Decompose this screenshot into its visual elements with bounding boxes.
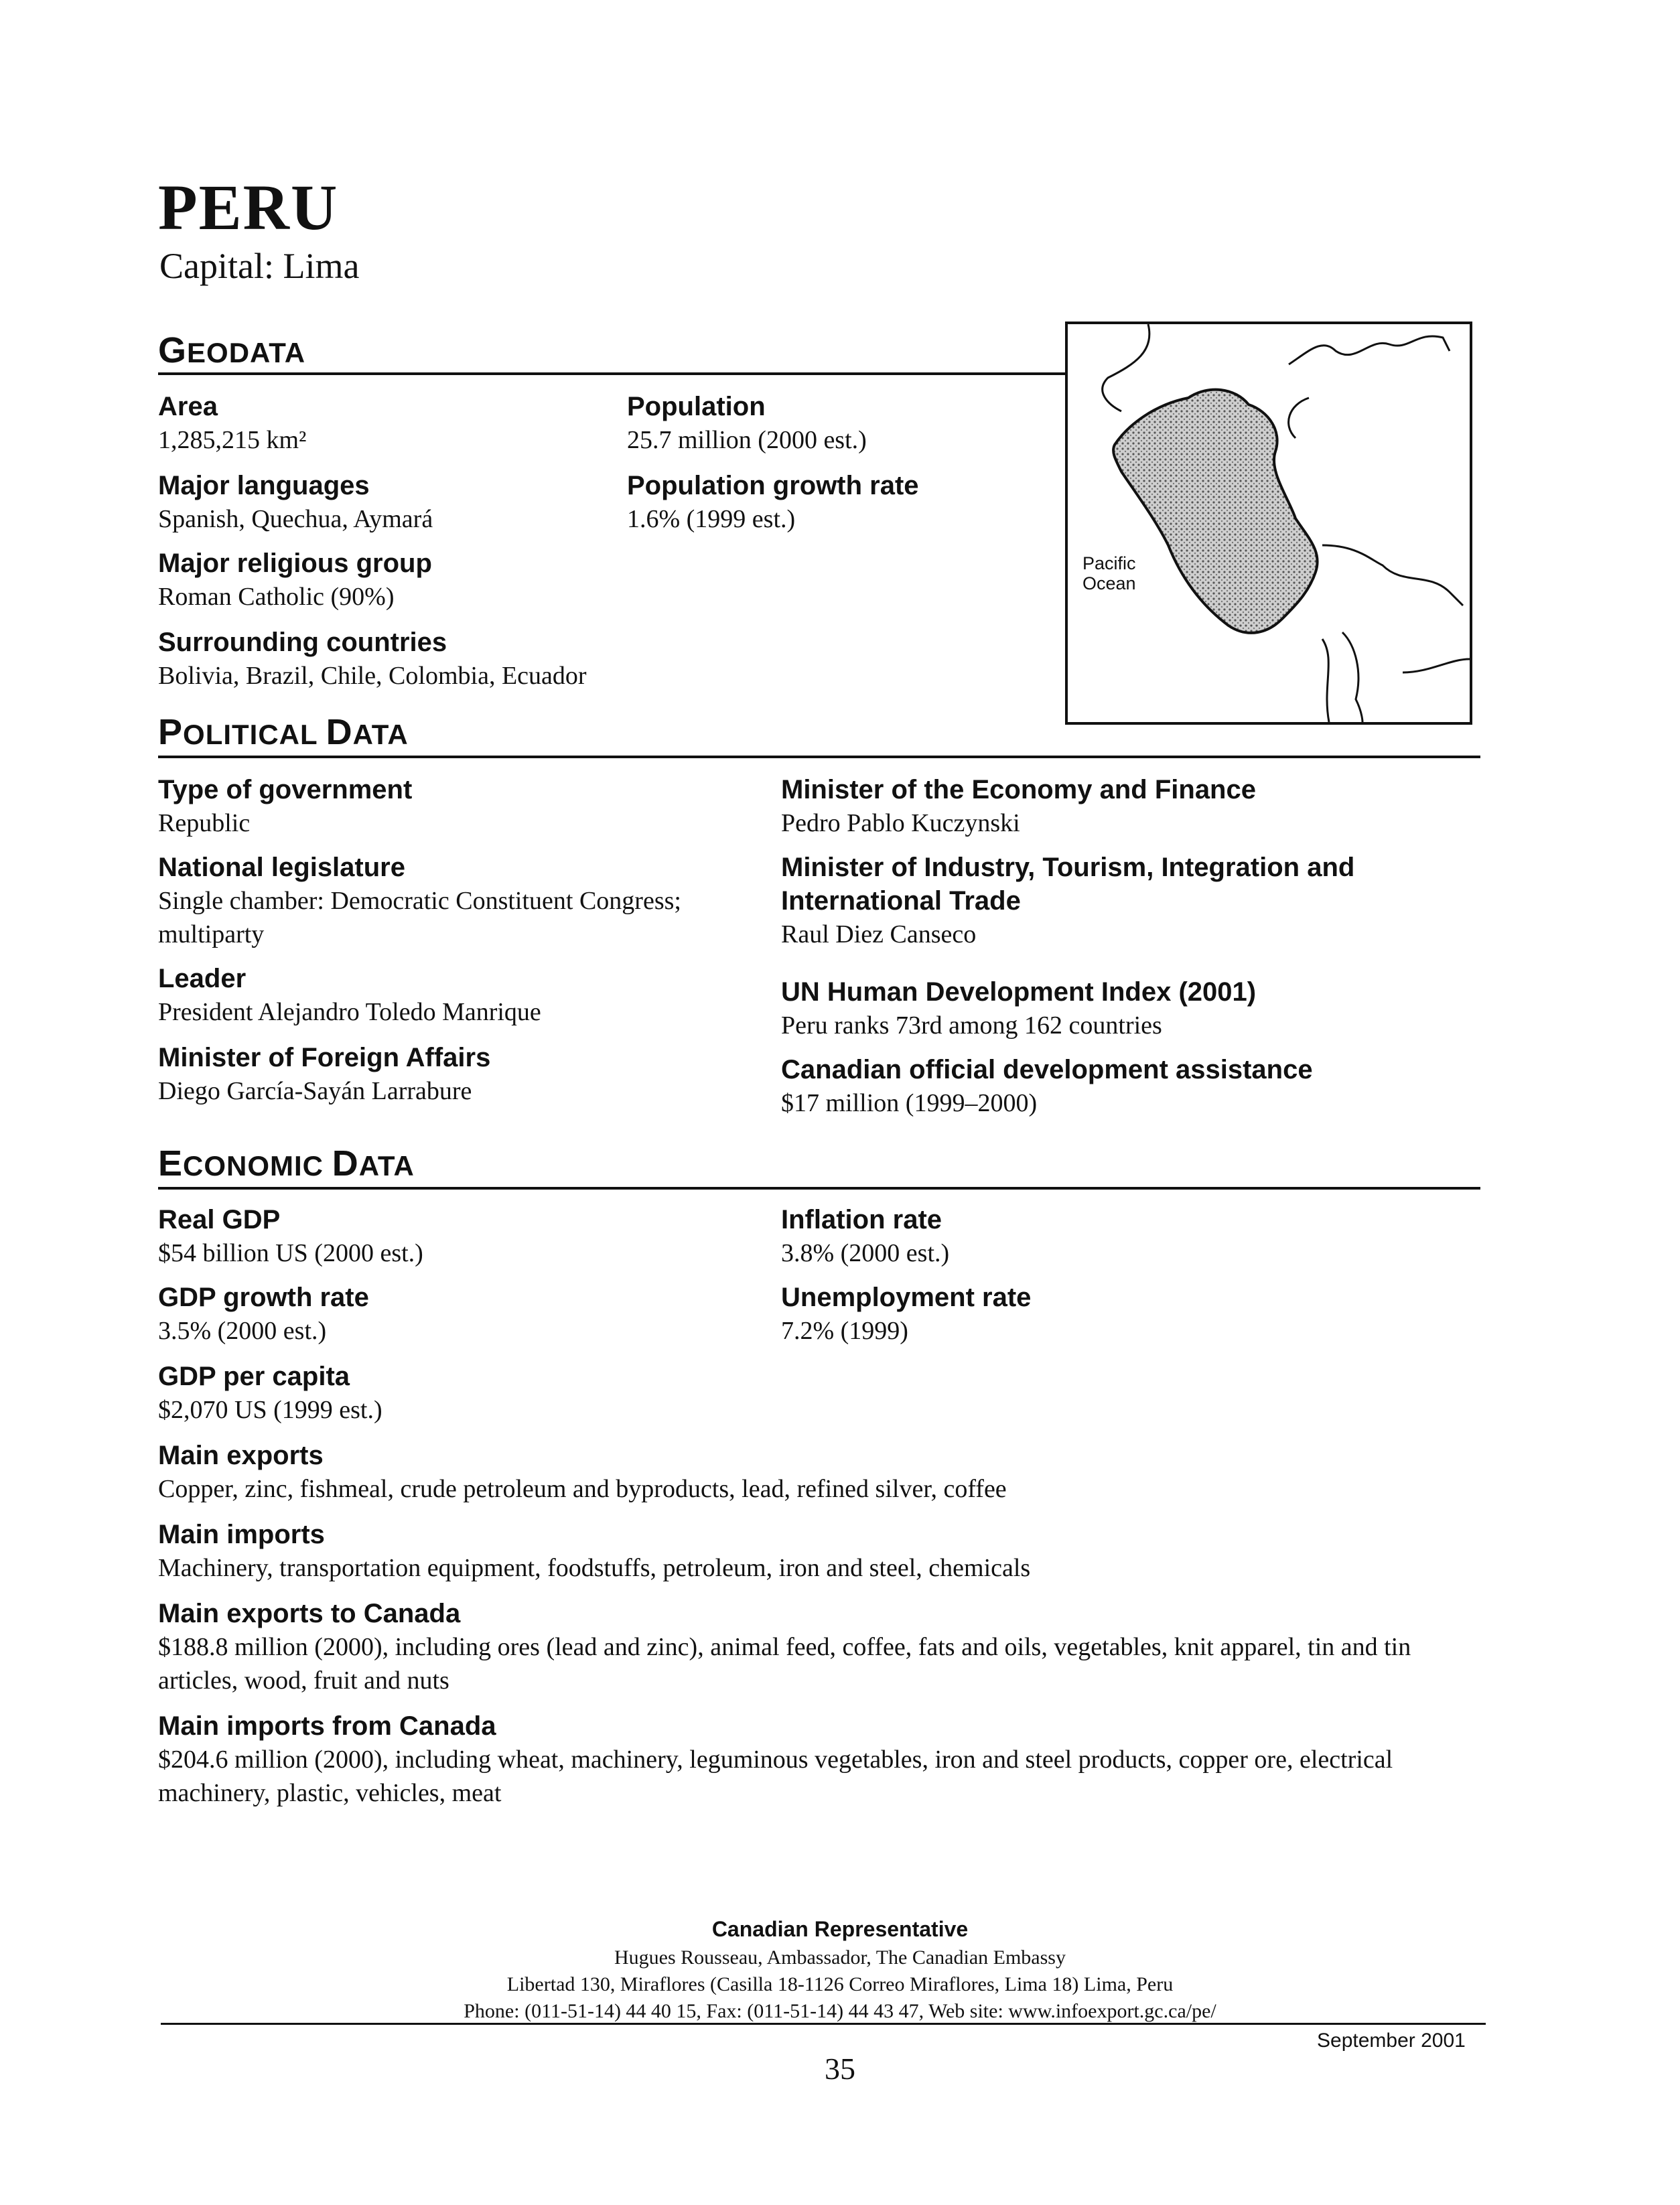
- growth-value: 1.6% (1999 est.): [627, 505, 796, 533]
- peru-shape: [1113, 390, 1318, 633]
- unemployment-label: Unemployment rate: [781, 1283, 1032, 1312]
- north-border: [1289, 336, 1450, 364]
- inflation-value: 3.8% (2000 est.): [781, 1239, 950, 1267]
- colombia-border: [1103, 324, 1149, 411]
- footer-line-2: Libertad 130, Miraflores (Casilla 18-1126 Correo Miraflores, Lima 18) Lima, Peru: [506, 1973, 1174, 1995]
- economy-minister-field: [781, 773, 1256, 840]
- religion-value: Roman Catholic (90%): [158, 583, 395, 611]
- chile-border: [1322, 639, 1329, 722]
- languages-label: Major languages: [158, 471, 370, 500]
- geodata-rule: [158, 372, 1066, 375]
- exports-canada-value: $188.8 million (2000), including ores (lead and zinc), animal feed, coffee, fats and oils, vegetables, knit apparel, tin and tin articles, wood, fruit and nuts: [158, 1633, 1411, 1695]
- inflation-field: [781, 1203, 949, 1270]
- government-value: Republic: [158, 809, 251, 837]
- gdp-growth-label: GDP growth rate: [158, 1283, 369, 1312]
- footer-line-3: Phone: (011-51-14) 44 40 15, Fax: (011-51-14) 44 43 47, Web site: www.infoexport.gc.ca/pe/: [464, 2000, 1216, 2022]
- peru-map: [1065, 322, 1472, 725]
- political-heading: POLITICAL DATA: [158, 712, 409, 752]
- page-number: 35: [825, 2052, 855, 2086]
- leader-value: President Alejandro Toledo Manrique: [158, 998, 541, 1026]
- industry-minister-field: [781, 851, 1354, 951]
- footer-date: September 2001: [1317, 2030, 1466, 2052]
- hdi-field: [781, 975, 1256, 1042]
- map-label-ocean: Ocean: [1082, 573, 1136, 593]
- economic-heading: ECONOMIC DATA: [158, 1143, 415, 1184]
- economy-minister-label: Minister of the Economy and Finance: [781, 775, 1256, 804]
- foreign-value: Diego García-Sayán Larrabure: [158, 1077, 472, 1105]
- footer-line-1: Hugues Rousseau, Ambassador, The Canadian Embassy: [614, 1946, 1066, 1969]
- imports-value: Machinery, transportation equipment, foodstuffs, petroleum, iron and steel, chemicals: [158, 1554, 1031, 1582]
- legislature-field: [158, 851, 774, 951]
- oda-value: $17 million (1999–2000): [781, 1089, 1038, 1117]
- imports-label: Main imports: [158, 1520, 325, 1549]
- bolivia-border: [1322, 545, 1463, 606]
- population-field: [627, 390, 867, 457]
- argentina-border: [1342, 632, 1362, 722]
- hdi-label: UN Human Development Index (2001): [781, 977, 1257, 1007]
- growth-field: [627, 469, 919, 536]
- exports-canada-label: Main exports to Canada: [158, 1599, 461, 1628]
- population-value: 25.7 million (2000 est.): [627, 426, 867, 454]
- unemployment-field: [781, 1281, 1031, 1348]
- exports-canada-field: [158, 1597, 1484, 1697]
- industry-minister-value: Raul Diez Canseco: [781, 920, 977, 948]
- leader-field: [158, 962, 541, 1029]
- government-field: [158, 773, 412, 840]
- foreign-field: [158, 1041, 490, 1108]
- exports-value: Copper, zinc, fishmeal, crude petroleum and byproducts, lead, refined silver, coffee: [158, 1475, 1007, 1503]
- map-label-pacific: Pacific: [1082, 553, 1136, 573]
- legislature-value: Single chamber: Democratic Constituent Congress; multiparty: [158, 887, 681, 948]
- gdp-capita-field: [158, 1360, 382, 1427]
- peru-map-graphic: [1068, 324, 1470, 722]
- surrounding-value: Bolivia, Brazil, Chile, Colombia, Ecuador: [158, 662, 587, 690]
- geodata-heading-rest: EODATA: [187, 337, 306, 368]
- gdp-growth-value: 3.5% (2000 est.): [158, 1317, 327, 1345]
- economic-rule: [158, 1187, 1480, 1190]
- exports-label: Main exports: [158, 1441, 324, 1470]
- political-rule: [158, 756, 1480, 758]
- page-title: PERU: [158, 171, 339, 243]
- surrounding-label: Surrounding countries: [158, 628, 447, 657]
- oda-label: Canadian official development assistance: [781, 1055, 1313, 1084]
- gdp-capita-label: GDP per capita: [158, 1362, 350, 1391]
- languages-field: [158, 469, 433, 536]
- gdp-field: [158, 1203, 423, 1270]
- imports-canada-value: $204.6 million (2000), including wheat, machinery, leguminous vegetables, iron and steel products, copper ore, electrical machinery, plastic, vehicles, meat: [158, 1746, 1393, 1807]
- geodata-heading: GEODATA: [158, 330, 306, 370]
- oda-field: [781, 1053, 1313, 1120]
- foreign-label: Minister of Foreign Affairs: [158, 1043, 491, 1072]
- area-label: Area: [158, 392, 218, 421]
- area-value: 1,285,215 km²: [158, 426, 307, 454]
- imports-canada-label: Main imports from Canada: [158, 1711, 496, 1741]
- footer-heading: Canadian Representative: [711, 1917, 969, 1941]
- religion-label: Major religious group: [158, 549, 432, 578]
- industry-minister-label-2: International Trade: [781, 886, 1021, 916]
- inflation-label: Inflation rate: [781, 1205, 942, 1234]
- imports-field: [158, 1518, 1484, 1585]
- gdp-value: $54 billion US (2000 est.): [158, 1239, 423, 1267]
- languages-value: Spanish, Quechua, Aymará: [158, 505, 433, 533]
- unemployment-value: 7.2% (1999): [781, 1317, 908, 1345]
- government-label: Type of government: [158, 775, 413, 804]
- hdi-value: Peru ranks 73rd among 162 countries: [781, 1011, 1162, 1040]
- gdp-capita-value: $2,070 US (1999 est.): [158, 1396, 382, 1424]
- growth-label: Population growth rate: [627, 471, 919, 500]
- legislature-label: National legislature: [158, 853, 405, 882]
- paraguay-border: [1403, 659, 1470, 672]
- gdp-growth-field: [158, 1281, 369, 1348]
- gdp-label: Real GDP: [158, 1205, 281, 1234]
- exports-field: [158, 1439, 1484, 1506]
- capital-line: Capital: Lima: [159, 246, 360, 286]
- economy-minister-value: Pedro Pablo Kuczynski: [781, 809, 1020, 837]
- industry-minister-label-1: Minister of Industry, Tourism, Integration and: [781, 853, 1355, 882]
- imports-canada-field: [158, 1709, 1484, 1810]
- population-label: Population: [627, 392, 766, 421]
- surrounding-field: [158, 626, 587, 693]
- religion-field: [158, 547, 432, 614]
- leader-label: Leader: [158, 964, 247, 993]
- area-field: [158, 390, 306, 457]
- brazil-border: [1289, 398, 1309, 438]
- footer-rule: [161, 2023, 1486, 2025]
